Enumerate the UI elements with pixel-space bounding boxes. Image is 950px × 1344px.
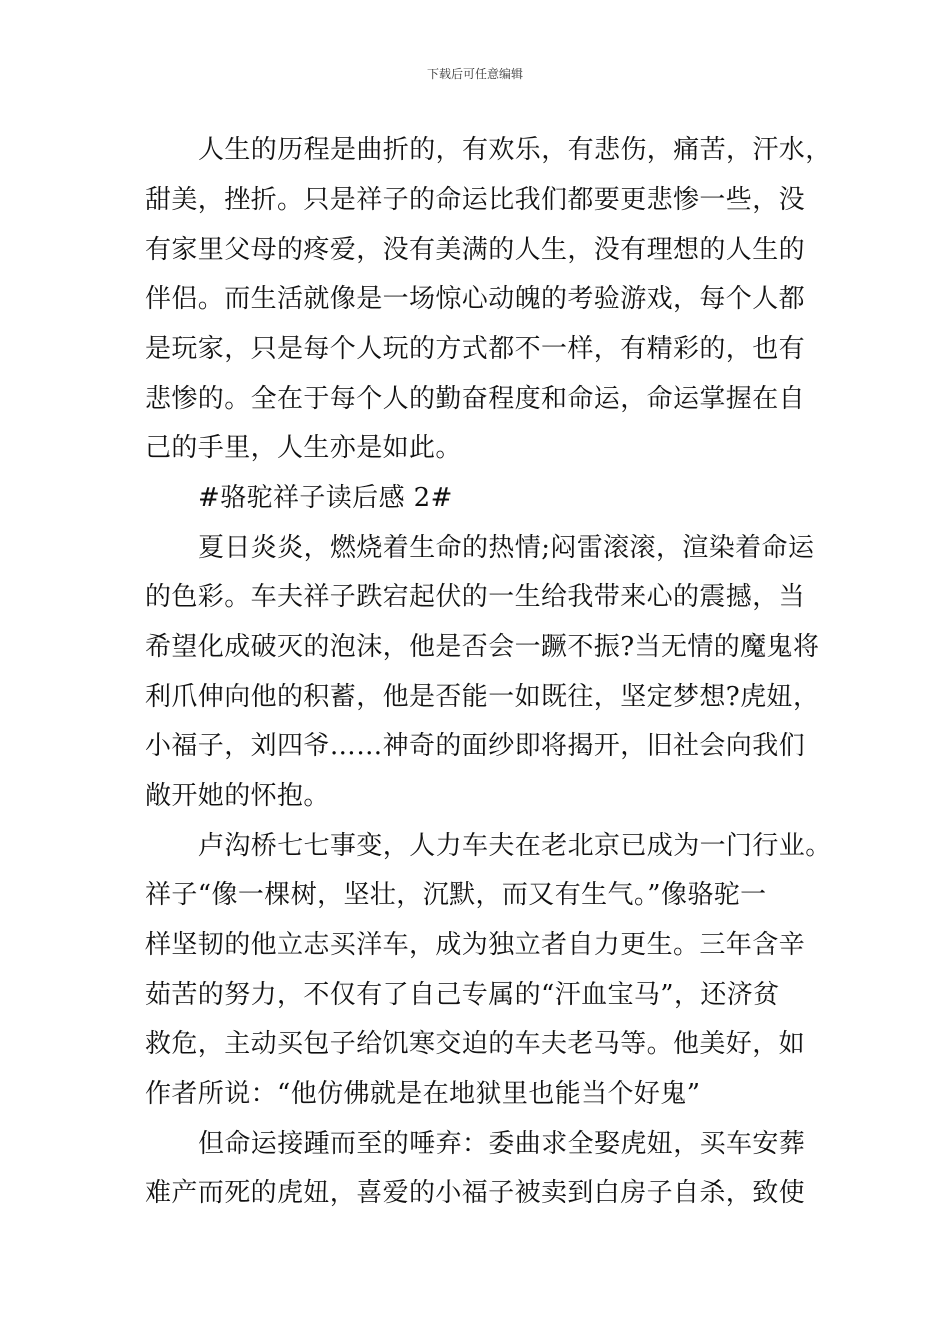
text-line: 甜美，挫折。只是祥子的命运比我们都要更悲惨一些，没 [145,185,806,215]
text-line: 己的手里，人生亦是如此。 [145,433,462,463]
text-line: 希望化成破灭的泡沫，他是否会一蹶不振?当无情的魔鬼将 [145,632,820,662]
text-line: 小福子，刘四爷……神奇的面纱即将揭开，旧社会向我们 [145,731,806,761]
text-line: 样坚韧的他立志买洋车，成为独立者自力更生。三年含辛 [145,930,806,960]
text-line: 悲惨的。全在于每个人的勤奋程度和命运，命运掌握在自 [145,384,806,414]
page-header: 下载后可任意编辑 [426,67,523,81]
text-line: 夏日炎炎，燃烧着生命的热情;闷雷滚滚，渲染着命运 [198,533,815,563]
text-line: 的色彩。车夫祥子跌宕起伏的一生给我带来心的震撼，当 [145,582,806,612]
text-line: 利爪伸向他的积蓄，他是否能一如既往，坚定梦想?虎妞， [145,682,820,712]
text-line: 作者所说：“他仿佛就是在地狱里也能当个好鬼” [145,1079,701,1109]
text-line: 但命运接踵而至的唾弃：委曲求全娶虎妞，买车安葬 [198,1129,806,1159]
text-line: 有家里父母的疼爱，没有美满的人生，没有理想的人生的 [145,235,806,265]
text-line: 卢沟桥七七事变，人力车夫在老北京已成为一门行业。 [198,831,832,861]
text-line: 救危，主动买包子给饥寒交迫的车夫老马等。他美好，如 [145,1029,806,1059]
text-line: 祥子“像一棵树，坚壮，沉默，而又有生气。”像骆驼一 [145,880,767,910]
text-line: 伴侣。而生活就像是一场惊心动魄的考验游戏，每个人都 [145,284,806,314]
section-heading: #骆驼祥子读后感 2# [198,483,453,513]
text-line: 茹苦的努力，不仅有了自己专属的“汗血宝马”，还济贫 [145,980,780,1010]
text-line: 敞开她的怀抱。 [145,781,330,811]
text-line: 难产而死的虎妞，喜爱的小福子被卖到白房子自杀，致使 [145,1178,806,1208]
text-line: 是玩家，只是每个人玩的方式都不一样，有精彩的，也有 [145,334,806,364]
text-line: 人生的历程是曲折的，有欢乐，有悲伤，痛苦，汗水， [198,135,832,165]
